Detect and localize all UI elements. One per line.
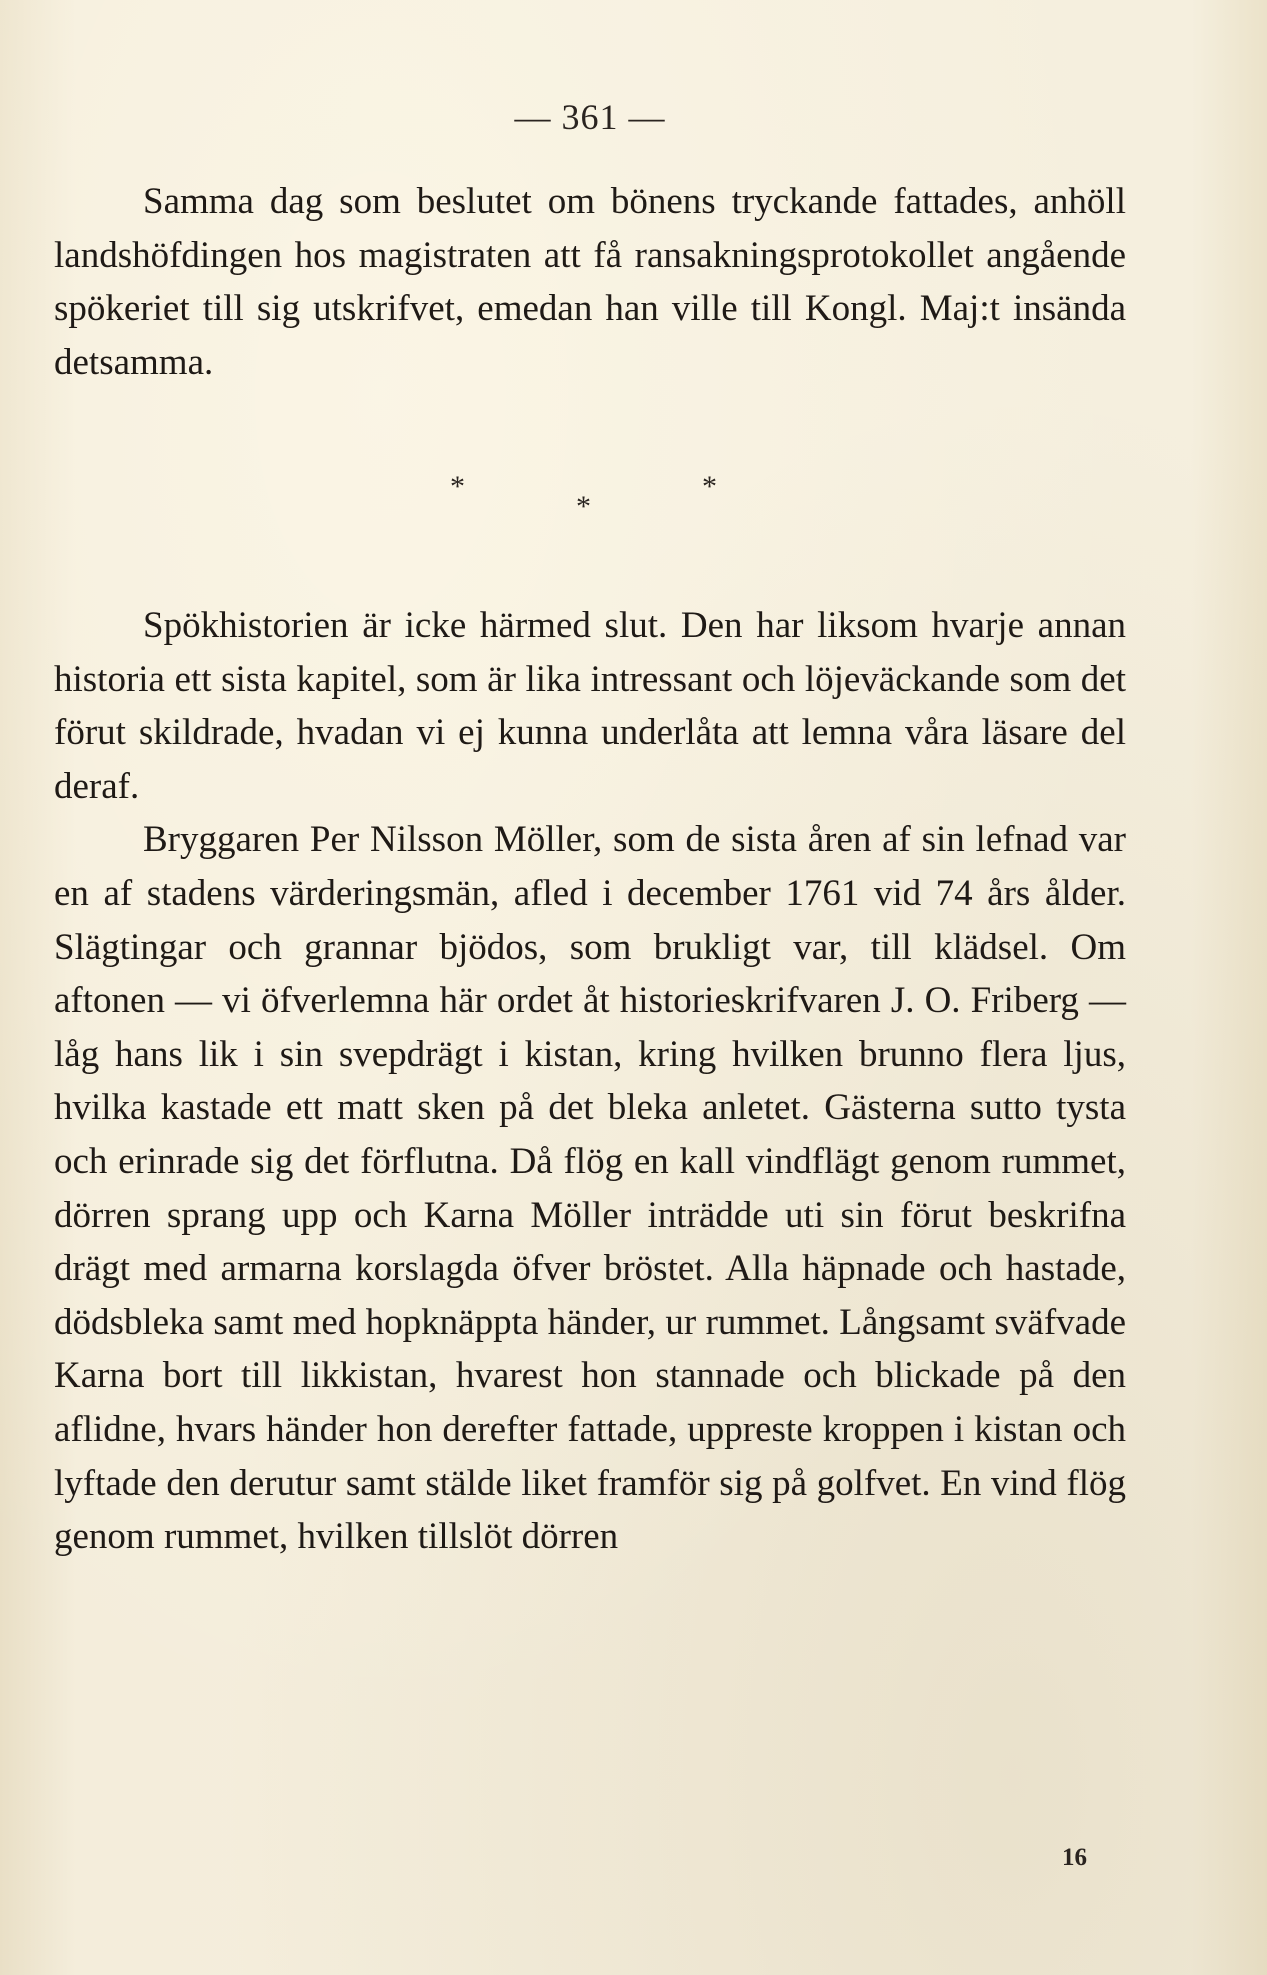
text-section-2 xyxy=(54,599,1126,1564)
text-section-1 xyxy=(54,175,1126,389)
asterisk-mark: * xyxy=(576,490,591,523)
paragraph: Spökhistorien är icke härmed slut. Den har liksom hvarje annan historia ett sista kapitel, som är lika intressant och löjeväckande som det förut skildrade, hvadan vi ej kunna underlåta att lemna våra läsare del deraf. xyxy=(54,605,1126,807)
paragraph: Bryggaren Per Nilsson Möller, som de sista åren af sin lefnad var en af stadens värderingsmän, afled i december 1761 vid 74 års ålder. Slägtingar och grannar bjödos, som brukligt var, till klädsel. Om aftonen — vi öfverlemna här ordet åt historieskrifvaren J. O. Friberg — låg hans lik i sin svepdrägt i kistan, kring hvilken brunno flera ljus, hvilka kastade ett matt sken på det bleka anletet. Gästerna sutto tysta och erinrade sig det förflutna. Då flög en kall vindflägt genom rummet, dörren sprang upp och Karna Möller inträdde uti sin förut beskrifna drägt med armarna korslagda öfver bröstet. Alla häpnade och hastade, dödsbleka samt med hopknäppta händer, ur rummet. Långsamt sväfvade Karna bort till likkistan, hvarest hon stannade och blickade på den aflidne, hvars händer hon derefter fattade, uppreste kroppen i kistan och lyftade den derutur samt stälde liket framför sig på golfvet. En vind flög genom rummet, hvilken tillslöt dörren xyxy=(54,819,1126,1558)
paragraph: Samma dag som beslutet om bönens tryckande fattades, anhöll landshöfdingen hos magistraten att få ransakningsprotokollet angående spökeriet till sig utskrifvet, emedan han ville till Kongl. Maj:t insända detsamma. xyxy=(54,181,1126,383)
asterisk-mark: * xyxy=(450,470,465,503)
page-number: — 361 — xyxy=(514,97,666,137)
printer-signature-mark: 16 xyxy=(1062,1844,1087,1871)
section-break-asterism xyxy=(0,470,1180,530)
asterisk-mark: * xyxy=(702,470,717,503)
